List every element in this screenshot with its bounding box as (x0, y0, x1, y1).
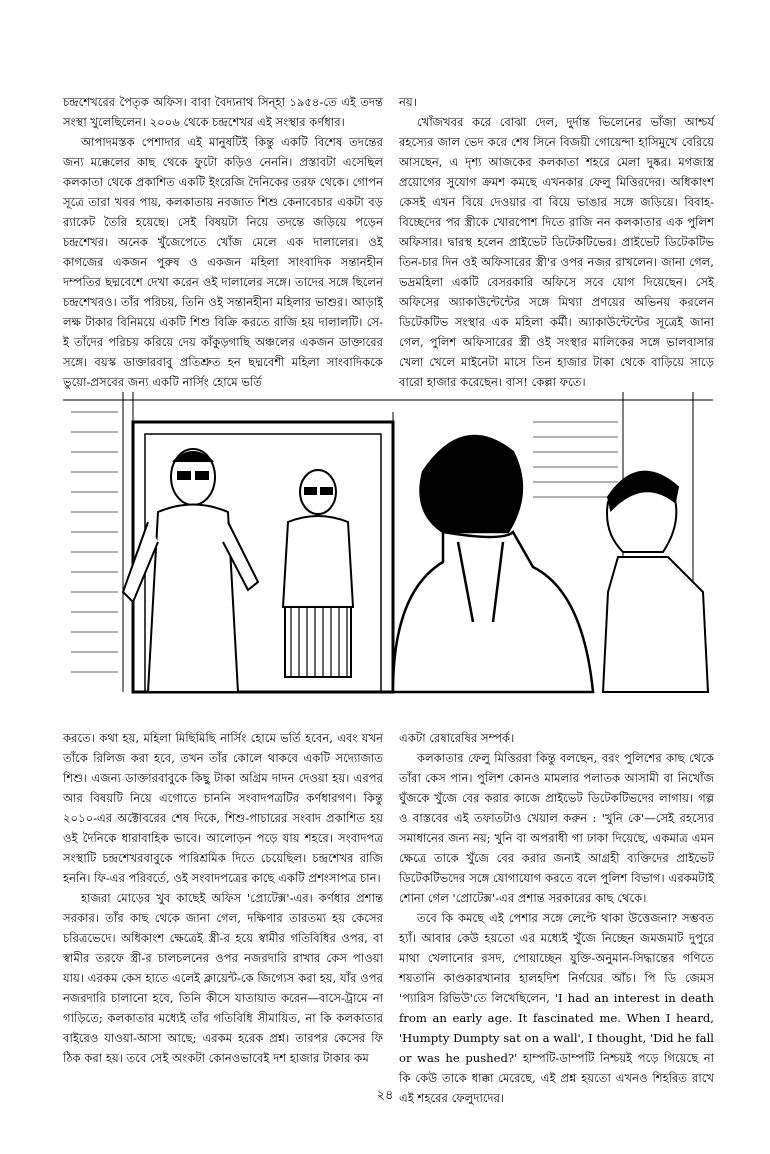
paragraph: চন্দ্রশেখরের পৈতৃক অফিস। বাবা বৈদ্যনাথ সিন্‌হা ১৯৫৪-তে এই তদন্ত সংস্থা খুলেছিলেন। ২০০৬ থেকে চন্দ্রশেখর এই সংস্থার কর্ণধার। (63, 95, 383, 129)
paragraph: নয়। (399, 95, 417, 109)
column-bottom-left (63, 728, 383, 1068)
paragraph: হাজরা মোড়ের খুব কাছেই অফিস 'প্রোটেক্স'-এর। কর্ণধার প্রশান্ত সরকার। তাঁর কাছ থেকে জানা গেল, দক্ষিণার তারতম্য হয় কেসের চরিত্রভেদে। অধিকাংশ ক্ষেত্রেই স্ত্রী-র হয়ে স্বামীর গতিবিধির ওপর, বা স্বামীর তরফে স্ত্রী-র চালচলনের ওপর নজরদারি রাখার কেস পাওয়া যায়। এরকম কেস হাতে এলেই ক্লায়েন্ট-কে জিগ্যেস করা হয়, যাঁর ওপর নজরদারি চালানো হবে, তিনি কীসে যাতায়াত করেন—বাসে-ট্রামে না গাড়িতে; কলকাতার মধ্যেই তাঁর গতিবিধি সীমায়িত, না কি কলকাতার বাইরেও যাওয়া-আসা আছে; এরকম হরেক প্রশ্ন। তারপর কেসের ফি ঠিক করা হয়। তবে সেই অংকটা কোনওভাবেই দশ হাজার টাকার কম (63, 891, 383, 1065)
paragraph: কলকাতার ফেলু মিত্তিররা কিন্তু বলছেন, বরং পুলিশের কাছ থেকে তাঁরা কেস পান। পুলিশ কোনও মামলার পলাতক আসামী বা নিখোঁজ ঘুঁজকে খুঁজে বের করার কাজে প্রাইভেট ডিটেকটিভদের লাগায়। গল্প ও বাস্তবের এই তফাতটাও খেয়াল করুন : 'খুনি কে'—সেই রহস্যের সমাধানের জন্য নয়; খুনি বা অপরাধী গা ঢাকা দিয়েছে, একমাত্র এমন ক্ষেত্রে তাকে খুঁজে বের করার জন্যই আগ্রহী ব্যক্তিদের প্রাইভেট ডিটেকটিভদের সঙ্গে যোগাযোগ করতে বলে পুলিশ বিভাগ। এরকমটাই শোনা গেল 'প্রোটেক্স'-এর প্রশান্ত সরকারের কাছ থেকে। (399, 751, 714, 905)
comic-illustration (63, 392, 713, 702)
page-number: ২৪ (376, 1088, 394, 1103)
paragraph: তবে কি কমছে এই পেশার সঙ্গে লেপ্টে থাকা উত্তেজনা? সম্ভবত হ্যাঁ। আবার কেউ হয়তো এর মধ্যেই খুঁজে নিচ্ছেন জমজমাট দুপুরে মাথা খেলানোর রসদ, পোয়াচ্ছেন যুক্তি-অনুমান-সিদ্ধান্তের গণিতে শয়তানি কাণ্ডকারখানার হালহদিশ নির্ণয়ের আঁচ। পি ডি জেমস 'প্যারিস রিভিউ'তে লিখেছিলেন, 'I had an interest in death from an early age. It fascinated me. When I heard, 'Humpty Dumpty sat on a wall', I thought, 'Did he fall or was he pushed?' হাম্পটি-ডাম্পটি নিশ্চয়ই পড়ে গিয়েছে না কি কেউ তাকে ধাক্কা মেরেছে, এই প্রশ্ন হয়তো এখনও শিহরিত রাখে এই শহরের ফেলুদাদের। (399, 911, 714, 1105)
column-top-left (63, 92, 383, 392)
illustration (63, 392, 713, 702)
paragraph: আপাদমস্তক পেশাদার এই মানুষটিই কিন্তু একটি বিশেষ তদন্তের জন্য মক্কেলের কাছ থেকে ফুটো কড়িও নেননি। প্রস্তাবটা এসেছিল কলকাতা থেকে প্রকাশিত একটি ইংরেজি দৈনিকের তরফ থেকে। গোপন সূত্রে তারা খবর পায়, কলকাতায় নবজাত শিশু কেনাবেচার একটা বড় র‍্যাকেট তৈরি হয়েছে। সেই বিষয়টা নিয়ে তদন্তে জড়িয়ে পড়েন চন্দ্রশেখর। অনেক খুঁজেপেতে খোঁজ মেলে এক দালালের। ওই কাগজের একজন পুরুষ ও একজন মহিলা সাংবাদিক সন্তানহীন দম্পতির ছদ্মবেশে দেখা করেন ওই দালালের সঙ্গে। তাদের সঙ্গে ছিলেন চন্দ্রশেখরও। তাঁর পরিচয়, তিনি ওই সন্তানহীনা মহিলার ভাশুর। আড়াই লক্ষ টাকার বিনিময়ে একটি শিশু বিক্রি করতে রাজি হয় দালালটি। সে-ই তাঁদের পরিচয় করিয়ে দেয় কাঁকুড়গাছি অঞ্চলের একজন ডাক্তারের সঙ্গে। বয়স্ক ডাক্তারবাবু প্রতিশ্রুত হন ছদ্মবেশী মহিলা সাংবাদিককে ভুয়ো-প্রসবের জন্য একটি নার্সিং হোমে ভর্তি (63, 135, 383, 389)
paragraph: একটা রেষারেষির সম্পর্ক। (399, 731, 515, 745)
column-top-right (399, 92, 714, 412)
paragraph: খোঁজখবর করে বোঝা দেল, দুর্দান্ত ভিলেনের ভাঁজা আশ্চর্য রহস্যের জাল ভেদ করে শেষ সিনে বিজয়ী গোয়েন্দা হাসিমুখে বেরিয়ে আসছেন, এ দৃশ্য আজকের কলকাতা শহরে মেলা দুষ্কর। মগজাস্ত্র প্রয়োগের সুযোগ ক্রমশ কমছে এখনকার ফেলু মিত্তিরদের। অধিকাংশ কেসই এখন বিয়ে দেওয়ার বা বিয়ে ভাঙার সঙ্গে জড়িয়ে। বিবাহ-বিচ্ছেদের পর স্ত্রীকে খোরপোশ দিতে রাজি নন কলকাতার এক পুলিশ অফিসার। দ্বারস্থ হলেন প্রাইভেট ডিটেকটিভের। প্রাইভেট ডিটেকটিভ তিন-চার দিন ওই অফিসারের স্ত্রী'র ওপর নজর রাখলেন। জানা গেল, ভদ্রমহিলা একটি বেসরকারি অফিসে সবে যোগ দিয়েছেন। সেই অফিসের অ্যাকাউন্টেন্টের সঙ্গে মিথ্যা প্রণয়ের অভিনয় করলেন ডিটেকটিভ সংস্থার এক মহিলা কর্মী। অ্যাকাউন্টেন্টের সূত্রেই জানা গেল, পুলিশ অফিসারের স্ত্রী ওই সংস্থার মালিকের সঙ্গে ভালবাসার খেলা খেলে মাইনেটা মাসে তিন হাজার টাকা থেকে বাড়িয়ে সাড়ে বারো হাজার করেছেন। বাস! কেল্লা ফতে। (399, 115, 714, 389)
paragraph: করতে। কথা হয়, মহিলা মিছিমিছি নার্সিং হোমে ভর্তি হবেন, এবং যখন তাঁকে রিলিজ করা হবে, তখন তাঁর কোলে থাকবে একটি সদ্যোজাত শিশু। এজন্য ডাক্তারবাবুকে কিছু টাকা অগ্রিম দাদন দেওয়া হয়। এরপর আর বিষয়টি নিয়ে এগোতে চাননি সংবাদপত্রটির কর্ণধারগণ। কিন্তু ২০১০-এর অক্টোবরের শেষ দিকে, শিশু-পাচারের সংবাদ প্রকাশিত হয় ওই দৈনিকে ধারাবাহিক ভাবে। আলোড়ন পড়ে যায় শহরে। সংবাদপত্র সংস্থাটি চন্দ্রশেখরবাবুকে পারিশ্রমিক দিতে চেয়েছিল। চন্দ্রশেখর রাজি হননি। ফি-এর পরিবর্তে, ওই সংবাদপত্রের কাছে একটি প্রশংসাপত্র চান। (63, 731, 383, 885)
column-bottom-right (399, 728, 714, 1108)
